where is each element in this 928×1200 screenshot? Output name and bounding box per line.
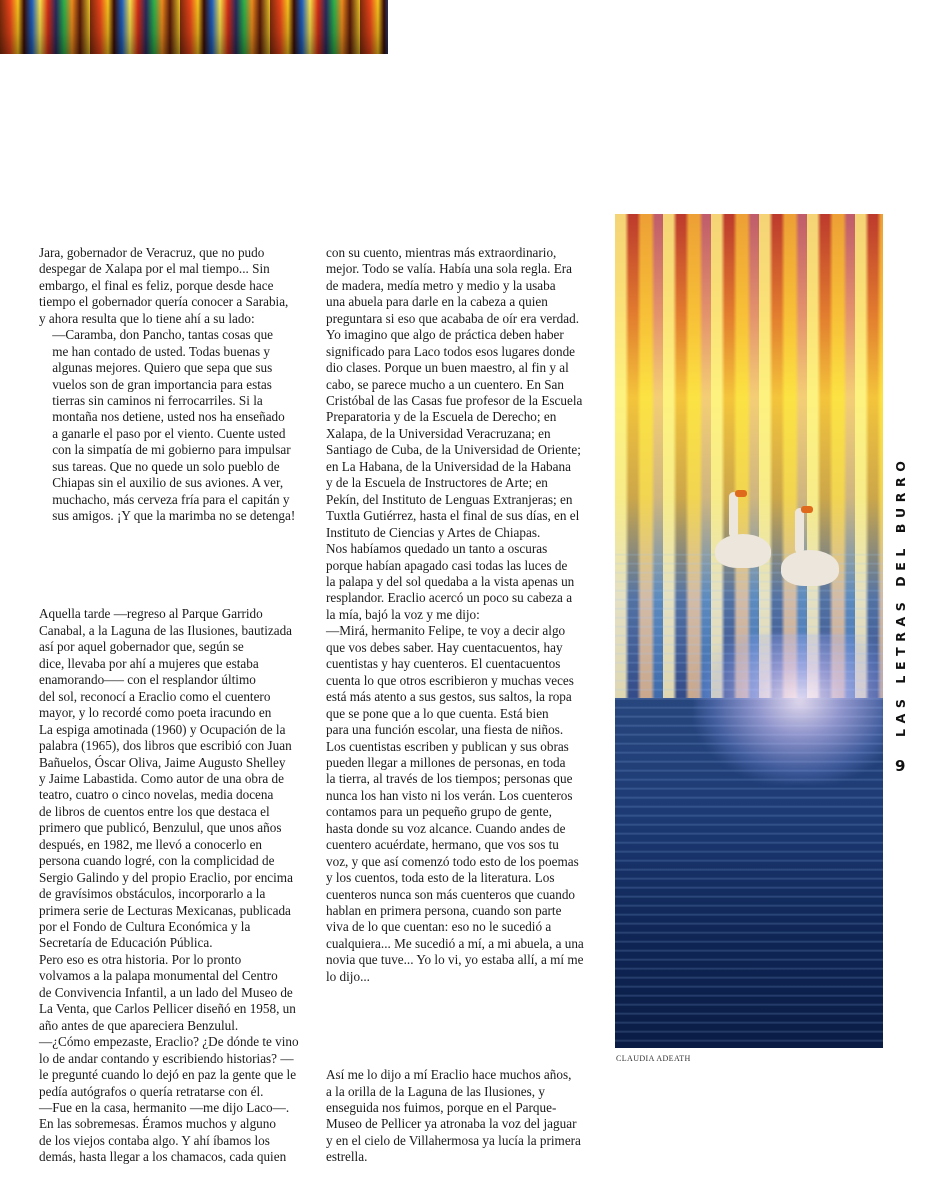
swan	[781, 550, 839, 586]
article-column-left	[39, 212, 301, 1182]
paragraph: con su cuento, mientras más extraordinario, mejor. Todo se valía. Había una sola regla. Era de madera, medía metro y medio y la usaba una abuela para darle en la cabeza a quien preguntara si eso que acababa de oír era verdad. Yo imagino que algo de práctica deben haber significado para Laco todos esos lugares donde dio clases. Porque un buen maestro, al fin y al cabo, se parece mucho a un cuentero. En San Cristóbal de las Casas fue profesor de la Escuela Preparatoria y de la Escuela de Derecho; en Xalapa, de la Universidad Veracruzana; en Santiago de Cuba, de la Universidad de Oriente; en La Habana, de la Universidad de la Habana y de la Escuela de Instructores de Arte; en Pekín, del Instituto de Lenguas Extranjeras; en Tuxtla Gutiérrez, hasta el final de sus días, en el Instituto de Ciencias y Artes de Chiapas. Nos habíamos quedado un tanto a oscuras porque habían apagado casi todas las luces de la palapa y del sol quedaba a la vista apenas un resplandor. Eraclio acercó un poco su cabeza a la mía, bajó la voz y me dijo: —Mirá, hermanito Felipe, te voy a decir algo que vos debes saber. Hay cuentacuentos, hay cuentistas y hay cuenteros. El cuentacuentos cuenta lo que otros escribieron y muchas veces está más atento a sus gestos, sus saltos, la ropa que se pone que a lo que cuenta. Está bien para una función escolar, una fiesta de niños. Los cuentistas escriben y publican y sus obras pueden llegar a millones de personas, en toda la tierra, al través de los tiempos; personas que nunca los han visto ni los verán. Los cuenteros contamos para un pequeño grupo de gente, hasta donde su voz alcance. Cuando andes de cuentero acuérdate, hermano, que vos sos tu voz, y que así comenzó todo esto de los poemas y los cuentos, toda esto de la literatura. Los cuenteros nunca son más cuenteros que cuando hablan en primera persona, cuando son parte viva de lo que cuentan: eso no le sucedió a cualquiera... Me sucedió a mí, a mi abuela, a una novia que tuve... Yo lo vi, yo estaba allí, a mí me lo dijo...	[326, 244, 584, 984]
water-ripples	[615, 548, 883, 1048]
header-photo-strip	[0, 0, 388, 54]
running-section-title: LAS LETRAS DEL BURRO	[893, 455, 908, 737]
paragraph-gap	[39, 558, 301, 574]
swan	[715, 534, 771, 568]
page-number: 9	[895, 757, 906, 775]
paragraph: Así me lo dijo a mí Eraclio hace muchos años, a la orilla de la Laguna de las Ilusiones, y enseguida nos fuimos, porque en el Parque- Museo de Pellicer ya atronaba la voz del jaguar y en el cielo de Villahermosa ya lucía la primera estrella.	[326, 1067, 581, 1165]
article-column-middle	[326, 212, 594, 1182]
paragraph-gap	[326, 1018, 594, 1034]
water-splash	[695, 634, 883, 784]
photo-credit: CLAUDIA ADEATH	[616, 1054, 691, 1063]
paragraph: Jara, gobernador de Veracruz, que no pudo despegar de Xalapa por el mal tiempo... Sin embargo, el final es feliz, porque desde hace tiempo el gobernador quería conocer a Sarabia, y ahora resulta que lo tiene ahí a su lado: —Caramba, don Pancho, tantas cosas que me han contado de usted. Todas buenas y algunas mejores. Quiero que sepa que sus vuelos son de gran importancia para estas tierras sin caminos ni ferrocarriles. Si la montaña nos detiene, usted nos ha enseñado a ganarle el paso por el viento. Cuente usted con la simpatía de mi gobierno para impulsar sus tareas. Que no quede un solo pueblo de Chiapas sin el auxilio de sus aviones. A ver, muchacho, más cerveza fría para el capitán y sus amigos. ¡Y que la marimba no se detenga!	[39, 244, 296, 524]
paragraph: Aquella tarde —regreso al Parque Garrido Canabal, a la Laguna de las Ilusiones, bautizada así por aquel gobernador que, según se dice, llevaba por ahí a mujeres que estaba enamorando—– con el resplandor último del sol, reconocí a Eraclio como el cuentero mayor, y lo recordé como poeta iracundo en La espiga amotinada (1960) y Ocupación de la palabra (1965), dos libros que escribió con Juan Bañuelos, Óscar Oliva, Jaime Augusto Shelley y Jaime Labastida. Como autor de una obra de teatro, cuatro o cinco novelas, media docena de libros de cuentos entre los que destaca el primero que publicó, Benzulul, que unos años después, en 1982, me llevó a conocerlo en persona cuando logré, con la complicidad de Sergio Galindo y del propio Eraclio, por encima de gravísimos obstáculos, incorporarlo a la primera serie de Lecturas Mexicanas, publicada por el Fondo de Cultura Económica y la Secretaría de Educación Pública. Pero eso es otra historia. Por lo pronto volvamos a la palapa monumental del Centro de Convivencia Infantil, a un lado del Museo de La Venta, que Carlos Pellicer diseñó en 1958, un año antes de que apareciera Benzulul. —¿Cómo empezaste, Eraclio? ¿De dónde te vino lo de andar contando y escribiendo historias? — le pregunté cuando lo dejó en paz la gente que le pedía autógrafos o quería retratarse con él. —Fue en la casa, hermanito —me dijo Laco—. En las sobremesas. Éramos muchos y alguno de los viejos contaba algo. Y ahí íbamos los demás, hasta llegar a los chamacos, cada quien	[39, 606, 299, 1165]
swans-lagoon-photo	[615, 214, 883, 1048]
